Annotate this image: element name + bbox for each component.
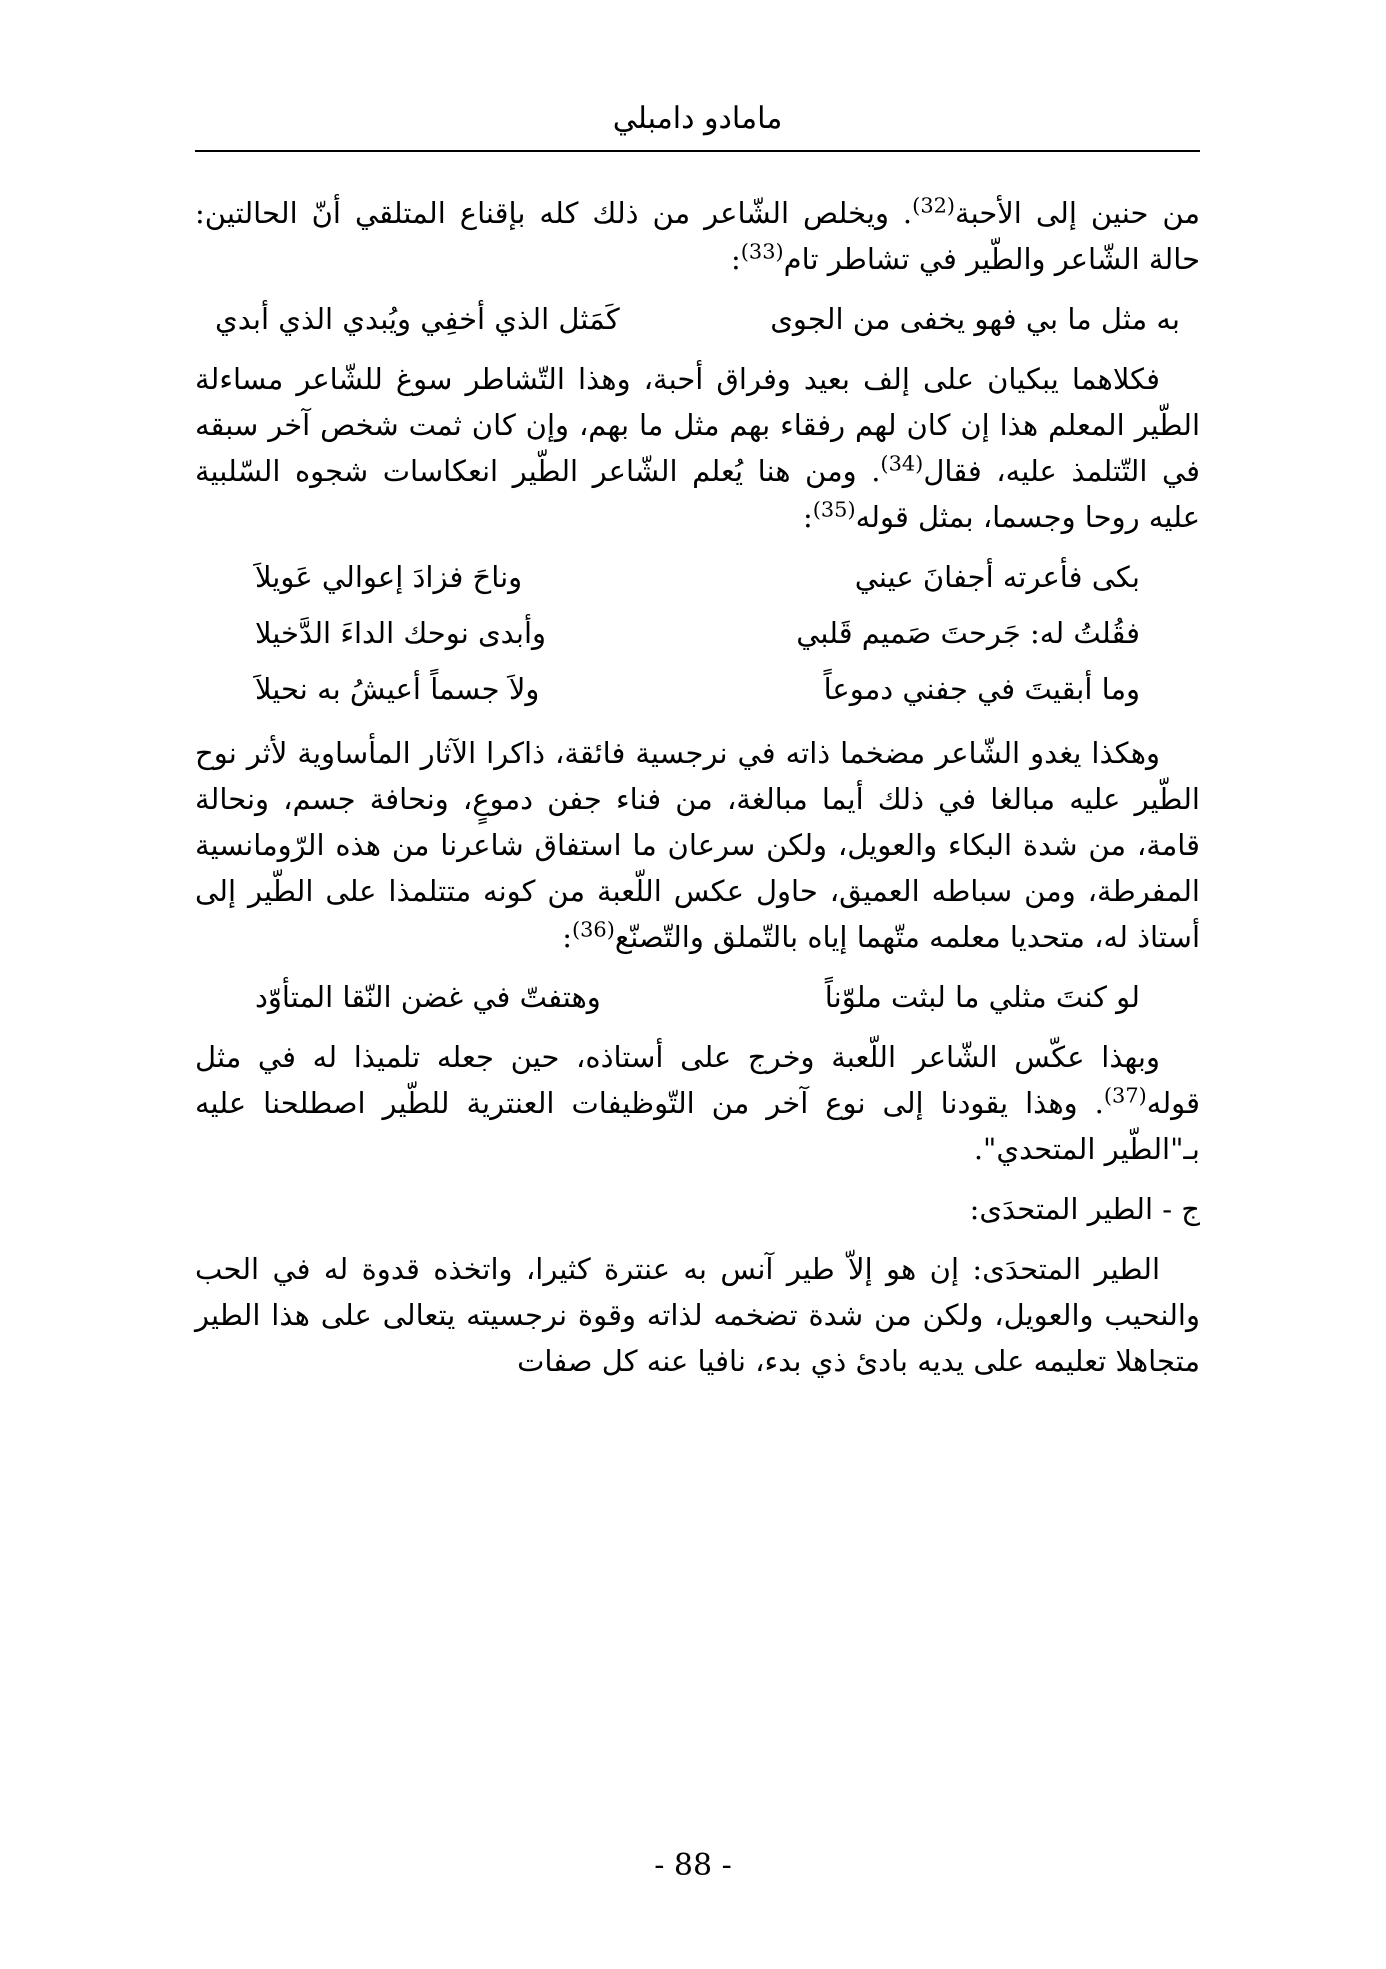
- verse-2a-first-hemistich: بكى فأعرته أجفانَ عيني: [854, 560, 1140, 594]
- footnote-ref-36[interactable]: (36): [571, 917, 615, 942]
- page-body: [195, 190, 1200, 1398]
- footnote-ref-37[interactable]: (37): [1103, 1083, 1147, 1108]
- page-number: - 88 -: [654, 1848, 732, 1883]
- paragraph-2-text-c: :: [802, 500, 813, 534]
- verse-1-first-hemistich: به مثل ما بي فهو يخفى من الجوى: [770, 302, 1180, 336]
- verse-line-2c: [255, 666, 1140, 712]
- verse-2a-second-hemistich: وناحَ فزادَ إعوالي عَويلاَ: [255, 560, 523, 594]
- paragraph-4-text-b: . وهذا يقودنا إلى نوع آخر من التّوظيفات العنترية للطّير اصطلحنا عليه بـ"الطّير المتحدي".: [195, 1086, 1200, 1166]
- footnote-ref-35[interactable]: (35): [812, 497, 856, 522]
- footnote-ref-33[interactable]: (33): [740, 239, 784, 264]
- paragraph-3: [195, 730, 1200, 960]
- paragraph-2: [195, 356, 1200, 540]
- verse-line-2a: [255, 554, 1140, 600]
- verse-group-2: [195, 554, 1200, 712]
- paragraph-3-text-b: :: [562, 920, 572, 954]
- verse-3-second-hemistich: وهتفتّ في غضن النّقا المتأوّد: [255, 980, 601, 1014]
- verse-2c-second-hemistich: ولاَ جسماً أعيشُ به نحيلاَ: [255, 672, 540, 706]
- verse-2c-first-hemistich: وما أبقيتَ في جفني دموعاً: [823, 672, 1140, 706]
- paragraph-3-text-a: وهكذا يغدو الشّاعر مضخما ذاته في نرجسية فائقة، ذاكرا الآثار المأساوية لأثر نوح الطّير عليه مبالغا في ذلك أيما مبالغة، من فناء جفن دموعٍ، ونحافة جسم، ونحالة قامة، من شدة البكاء والعويل، ولكن سرعان ما استفاق شاعرنا من هذه الرّومانسية المفرطة، ومن سباطه العميق، حاول عكس اللّعبة من كونه متتلمذا على الطّير إلى أستاذ له، متحديا معلمه متّهما إياه بالتّملق والتّصنّع: [195, 736, 1200, 954]
- paragraph-4: [195, 1034, 1200, 1172]
- paragraph-2-text-b: . ومن هنا يُعلم الشّاعر الطّير انعكاسات شجوه السّلبية عليه روحا وجسما، بمثل قوله: [195, 454, 1200, 534]
- paragraph-1-text-a: من حنين إلى الأحبة: [955, 196, 1200, 230]
- running-header: مامادو دامبلي: [612, 101, 783, 136]
- verse-2b-first-hemistich: فقُلتُ له: جَرحتَ صَميم قَلبي: [796, 616, 1140, 650]
- verse-1-second-hemistich: كَمَثل الذي أخفِي ويُبدي الذي أبدي: [215, 302, 620, 336]
- paragraph-4-text-a: وبهذا عكّس الشّاعر اللّعبة وخرج على أستاذه، حين جعله تلميذا له في مثل قوله: [195, 1040, 1200, 1120]
- verse-2b-second-hemistich: وأبدى نوحك الداءَ الدَّخيلا: [255, 616, 547, 650]
- verse-line-1: [195, 296, 1200, 342]
- footnote-ref-34[interactable]: (34): [880, 451, 924, 476]
- paragraph-1: [195, 190, 1200, 282]
- paragraph-5: الطير المتحدَى: إن هو إلاّ طير آنس به عنترة كثيرا، واتخذه قدوة له في الحب والنحيب والعويل، ولكن من شدة تضخمه لذاته وقوة نرجسيته يتعالى على هذا الطير متجاهلا تعليمه على يديه بادئ ذي بدء، نافيا عنه كل صفات: [195, 1252, 1200, 1378]
- section-subheading: ج - الطير المتحدَى:: [969, 1192, 1200, 1226]
- paragraph-2-text-a: فكلاهما يبكيان على إلف بعيد وفراق أحبة، وهذا التّشاطر سوغ للشّاعر مساءلة الطّير المعلم هذا إن كان لهم رفقاء بهم مثل ما بهم، وإن كان ثمت شخص آخر سبقه في التّتلمذ عليه، فقال: [195, 362, 1200, 488]
- paragraph-1-text-c: :: [730, 242, 741, 276]
- header-rule: [195, 150, 1200, 152]
- paragraph-1-text-b: . ويخلص الشّاعر من ذلك كله بإقناع المتلقي أنّ الحالتين: حالة الشّاعر والطّير في تشاطر تام: [195, 196, 1200, 276]
- verse-line-3: [195, 974, 1200, 1020]
- footnote-ref-32[interactable]: (32): [912, 193, 956, 218]
- verse-3-first-hemistich: لو كنتَ مثلي ما لبثت ملوّناً: [824, 980, 1140, 1014]
- verse-line-2b: [255, 610, 1140, 656]
